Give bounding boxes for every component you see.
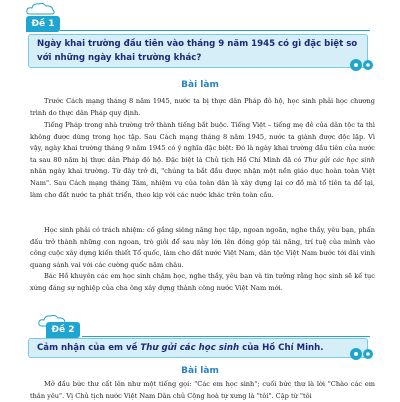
answer1-p2-start: Tiếng Pháp trong nhà trường trở thành tiếng bắt buộc. Tiếng Việt – tiếng mẹ đẻ của dân tộc ta thì không được dùng trong học tập. Sau Cách mạng tháng 8 năm 1945, nước ta giành được độc lập. Vì vậy, ngày khai trường tháng 9 năm 1945 có ý nghĩa đặc biệt: Đó là ngày khai trường đầu tiên của nước ta sau 80 năm bị thực dân Pháp đô hộ. Đặc biệt là Chủ tịch Hồ Chí Minh đã có [30,121,375,164]
de1-question-line1: Ngày khai trường đầu tiên vào tháng 9 năm 1945 có gì đặc biệt so [37,39,358,49]
answer1-paragraph-3: Học sinh phải có trách nhiệm: cố gắng siêng năng học tập, ngoan ngoãn, nghe thầy, yêu bạn, phấn đấu trở thành những con ngoan, trò giỏi để sau này lớn lên đóng góp tài năng, trí tuệ của mình vào công cuộc xây dựng kiến thiết Tổ quốc, làm cho đất nước Việt Nam, dân tộc Việt Nam bước tới đài vinh quang sánh vai với các cường quốc năm châu. [30,226,375,269]
de1-question-line2: với những ngày khai trường khác? [37,53,202,63]
de2-question-post: của Hồ Chí Minh. [242,343,324,353]
de2-tag: Đề 2 [46,322,80,338]
cloud-icon [26,2,56,16]
de2-question-italic: Thư gửi các học sinh [140,343,240,353]
answer1-p2-rest: nhân ngày khai trường. Từ đây trở đi, "chúng ta bắt đầu được nhận một nền giáo dục hoàn toàn Việt Nam". Sau Cách mạng tháng Tám, nhiệm vụ của toàn dân là xây dựng lại cơ đồ mà tổ tiên ta để lại, làm cho đất nước ta phát triển, theo kịp với các nước khác trên toàn cầu. [30,167,375,199]
answer2-title: Bài làm [181,366,219,376]
answer1-paragraph-1: Trước Cách mạng tháng 8 năm 1945, nước ta bị thực dân Pháp đô hộ, học sinh phải học chương trình do thực dân Pháp quy định. [30,97,375,117]
de2-question [28,338,368,358]
de1-tag: Đề 1 [26,16,60,32]
de1-question [28,34,368,68]
flower-icon [348,345,374,363]
de2-divider [82,336,370,337]
answer1-paragraph-2 [30,120,375,201]
answer1-paragraph-4: Bác Hồ khuyên các em học sinh chăm học, nghe thầy, yêu bạn và tin tưởng rằng học sinh sẽ kế tục xứng đáng sự nghiệp của cha ông xây dựng thành công nước Việt Nam mới. [30,272,375,292]
answer1-title: Bài làm [181,80,219,90]
de2-question-pre: Cảm nhận của em về [37,343,138,353]
de1-divider [60,30,370,31]
answer2-paragraph-1: Mở đầu bức thư cất lên như một tiếng gọi: "Các em học sinh"; cuối bức thư là lời "Chào các em thân yêu". Vị Chủ tịch nước Việt Nam Dân chủ Cộng hoà tự xưng là "tôi". Cặp từ "tôi [30,380,375,400]
flower-icon [348,56,374,74]
answer1-p2-italic: Thư gửi các học sinh [303,155,375,164]
